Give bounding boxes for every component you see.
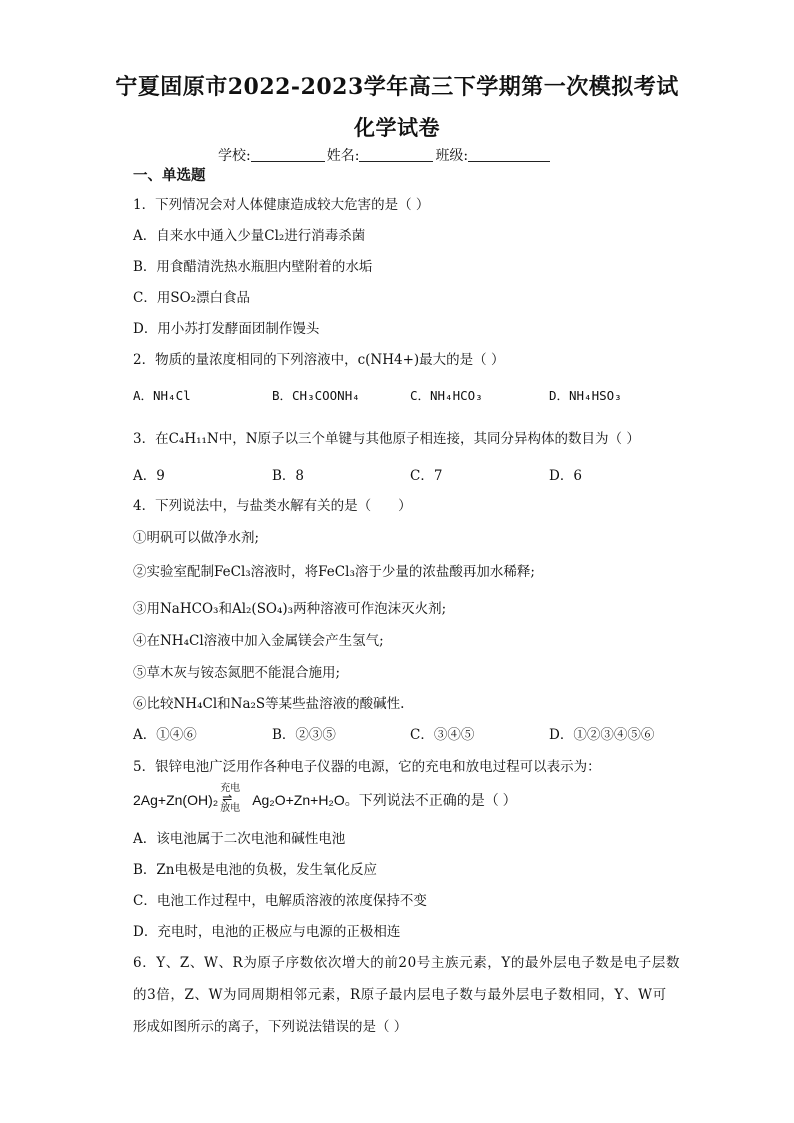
q3-option-d: D．6 [549,468,582,484]
q4-statement-3: ③用NaHCO₃和Al₂(SO₄)₃两种溶液可作泡沫灭火剂; [133,601,447,617]
q2-option-a: A．NH₄Cl [133,388,191,403]
q6-line-3: 形成如图所示的离子，下列说法错误的是（ ） [133,1019,408,1035]
q4-statement-4: ④在NH₄Cl溶液中加入金属镁会产生氢气; [133,633,384,649]
equilibrium-arrow-icon: 充电 ⇌ 放电 [220,789,250,811]
exam-subtitle: 化学试卷 [354,115,440,140]
q5-option-d: D．充电时，电池的正极应与电源的正极相连 [133,924,401,940]
q5-equation [133,783,517,814]
q1-option-b: B．用食醋清洗热水瓶胆内壁附着的水垢 [133,259,373,275]
q2-option-c: C．NH₄HCO₃ [410,388,483,403]
exam-title: 宁夏固原市2022-2023学年高三下学期第一次模拟考试 [115,74,679,100]
student-info-row [218,145,552,165]
q1-option-d: D．用小苏打发酵面团制作馒头 [133,321,320,337]
q1-option-a: A．自来水中通入少量Cl₂进行消毒杀菌 [133,228,366,244]
q5-option-b: B．Zn电极是电池的负极，发生氧化反应 [133,862,377,878]
q5-option-c: C．电池工作过程中，电解质溶液的浓度保持不变 [133,893,427,909]
section-heading: 一、单选题 [133,167,206,184]
q2-option-b: B．CH₃COONH₄ [272,388,360,403]
q6-line-2: 的3倍，Z、W为同周期相邻元素，R原子最内层电子数与最外层电子数相同，Y、W可 [133,987,667,1003]
q5-charge-label: 充电 [220,783,241,794]
class-label: 班级: [435,148,469,164]
q5-equation-left: 2Ag+Zn(OH)₂ [133,792,219,808]
q5-stem: 5．银锌电池广泛用作各种电子仪器的电源，它的充电和放电过程可以表示为： [133,759,601,775]
q5-discharge-label: 放电 [220,803,241,814]
q3-option-b: B．8 [272,468,305,484]
q4-option-d: D．①②③④⑤⑥ [549,727,655,743]
q5-equation-right: Ag₂O+Zn+H₂O [252,792,345,808]
q3-stem: 3．在C₄H₁₁N中，N原子以三个单键与其他原子相连接，其同分异构体的数目为（ ） [133,431,640,447]
q2-stem: 2．物质的量浓度相同的下列溶液中，c(NH4+)最大的是（ ） [133,352,505,368]
q3-option-c: C．7 [410,468,443,484]
name-label: 姓名: [326,148,360,164]
name-blank[interactable] [359,147,433,162]
q4-statement-6: ⑥比较NH₄Cl和Na₂S等某些盐溶液的酸碱性. [133,696,405,712]
school-label: 学校: [218,148,251,164]
q5-option-a: A．该电池属于二次电池和碱性电池 [133,831,346,847]
q3-option-a: A．9 [133,468,165,484]
q4-option-c: C．③④⑤ [410,727,475,743]
q6-line-1: 6．Y、Z、W、R为原子序数依次增大的前20号主族元素，Y的最外层电子数是电子层数 [133,955,681,971]
q1-stem: 1．下列情况会对人体健康造成较大危害的是（ ） [133,197,430,213]
q4-statement-2: ②实验室配制FeCl₃溶液时，将FeCl₃溶于少量的浓盐酸再加水稀释; [133,564,535,580]
school-blank[interactable] [251,147,325,162]
q4-stem: 4．下列说法中，与盐类水解有关的是（ ） [133,498,412,514]
class-blank[interactable] [468,147,550,162]
q4-option-a: A．①④⑥ [133,727,197,743]
q1-option-c: C．用SO₂漂白食品 [133,290,251,306]
q4-statement-5: ⑤草木灰与铵态氮肥不能混合施用; [133,665,341,681]
q2-option-d: D．NH₄HSO₃ [549,388,622,403]
q5-equation-tail: 。下列说法不正确的是（ ） [344,792,517,808]
q4-statement-1: ①明矾可以做净水剂; [133,530,260,546]
q4-option-b: B．②③⑤ [272,727,336,743]
